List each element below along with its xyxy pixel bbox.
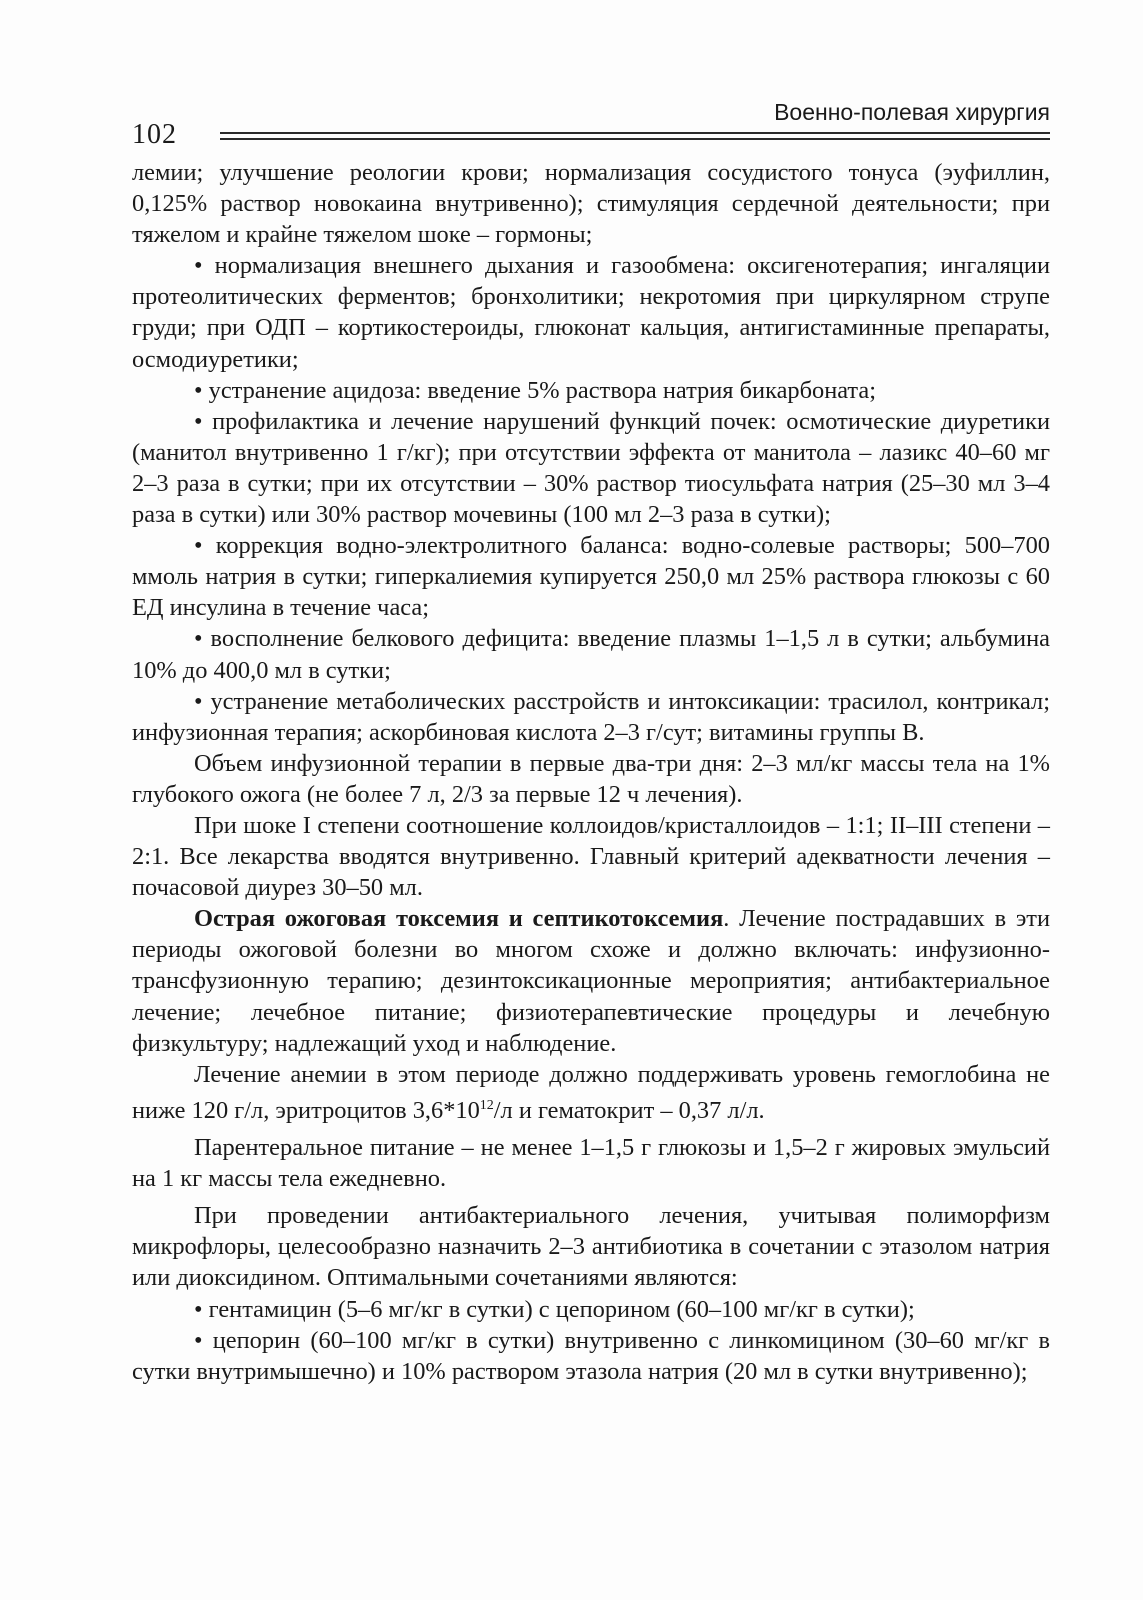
paragraph-continuation: лемии; улучшение реологии крови; нормализация сосудистого тонуса (эуфиллин, 0,125% раствор новокаина внутривенно); стимуляция сердечной деятельности; при тяжелом и крайне тяжелом шоке – гормоны; (132, 159, 1050, 249)
paragraph: При шоке I степени соотношение коллоидов/кристаллоидов – 1:1; II–III степени – 2:1. Все лекарства вводятся внутривенно. Главный критерий адекватности лечения – почасовой диурез 30–50 мл. (132, 811, 1050, 902)
paragraph-section (132, 903, 1050, 1058)
paragraph: Парентеральное питание – не менее 1–1,5 г глюкозы и 1,5–2 г жировых эмульсий на 1 кг массы тела ежедневно. (132, 1134, 1050, 1193)
paragraph: Объем инфузионной терапии в первые два-три дня: 2–3 мл/кг массы тела на 1% глубокого ожога (не более 7 л, 2/3 за первые 12 ч лечения). (132, 749, 1050, 808)
page-number: 102 (132, 119, 177, 150)
paragraph: При проведении антибактериального лечения, учитывая полиморфизм микрофлоры, целесообразно назначить 2–3 антибиотика в сочетании с этазолом натрия или диоксидином. Оптимальными сочетаниями являются: (132, 1202, 1050, 1292)
superscript: 12 (479, 1097, 494, 1113)
list-item: • устранение метаболических расстройств и интоксикации: трасилол, контрикал; инфузионная терапия; аскорбиновая кислота 2–3 г/сут; витамины группы В. (132, 687, 1050, 746)
list-item: • устранение ацидоза: введение 5% раствора натрия бикарбоната; (194, 376, 876, 404)
list-item: • коррекция водно-электролитного баланса: водно-солевые растворы; 500–700 ммоль натрия в сутки; гиперкалиемия купируется 250,0 мл 25% раствора глюкозы с 60 ЕД инсулина в течение часа; (132, 532, 1050, 622)
paragraph-text: Лечение анемии в этом периоде должно поддерживать уровень гемоглобина не ниже 120 г/л, эритроцитов 3,6*10 (132, 1060, 1050, 1124)
paragraph (132, 1059, 1050, 1126)
list-item: • профилактика и лечение нарушений функций почек: осмотические диуретики (манитол внутривенно 1 г/кг); при отсутствии эффекта от манитола – лазикс 40–60 мг 2–3 раза в сутки; при их отсутствии – 30% раствор тиосульфата натрия (25–30 мл 3–4 раза в сутки) или 30% раствор мочевины (100 мл 2–3 раза в сутки); (132, 407, 1050, 529)
list-item: • цепорин (60–100 мг/кг в сутки) внутривенно с линкомицином (30–60 мг/кг в сутки внутримышечно) и 10% раствором этазола натрия (20 мл в сутки внутривенно); (132, 1326, 1050, 1385)
running-title: Военно-полевая хирургия (774, 99, 1050, 125)
body-text (132, 157, 1050, 1387)
list-item: • гентамицин (5–6 мг/кг в сутки) с цепорином (60–100 мг/кг в сутки); (194, 1295, 915, 1323)
list-item: • нормализация внешнего дыхания и газообмена: оксигенотерапия; ингаляции протеолитических ферментов; бронхолитики; некротомия при циркулярном струпе груди; при ОДП – кортикостероиды, глюконат кальция, антигистаминные препараты, осмодиуретики; (132, 252, 1050, 373)
header-rule-top (220, 132, 1050, 134)
paragraph-text: /л и гематокрит – 0,37 л/л. (493, 1096, 765, 1124)
header-rule-bottom (220, 138, 1050, 140)
section-heading: Острая ожоговая токсемия и септикотоксемия (194, 905, 724, 933)
section-text: . Лечение пострадавших в эти периоды ожоговой болезни во многом схоже и должно включать: инфузионно-трансфузионную терапию; дезинтоксикационные мероприятия; антибактериальное лечение; лечебное питание; физиотерапевтические процедуры и лечебную физкультуру; надлежащий уход и наблюдение. (132, 905, 1051, 1057)
list-item: • восполнение белкового дефицита: введение плазмы 1–1,5 л в сутки; альбумина 10% до 400,0 мл в сутки; (132, 625, 1050, 684)
page-header (132, 98, 1050, 154)
